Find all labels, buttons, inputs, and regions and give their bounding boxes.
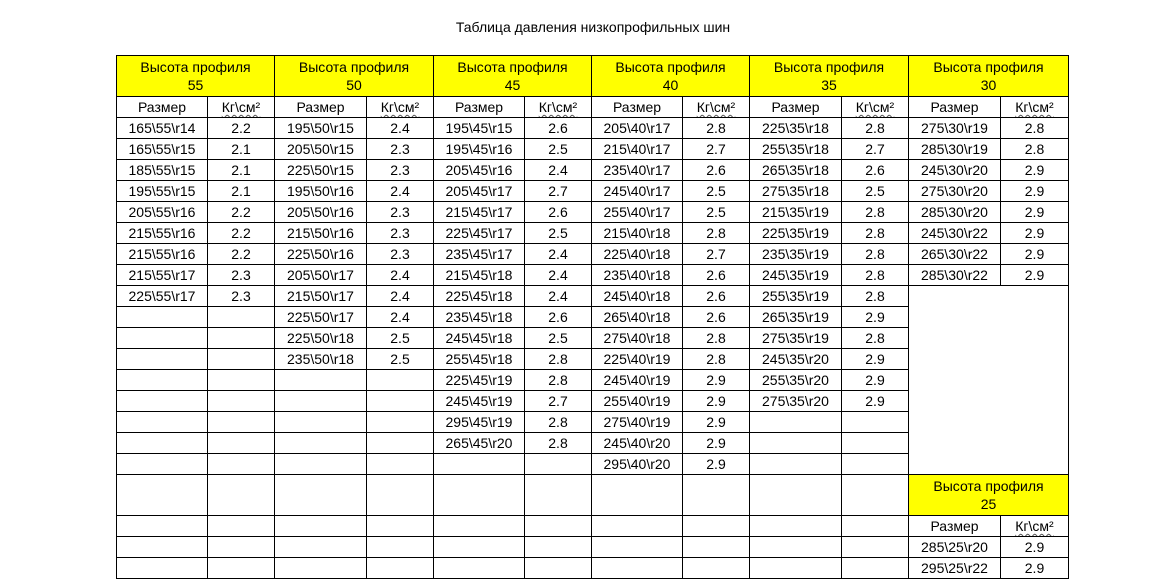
pressure-cell: 2.1 — [208, 181, 275, 202]
tire-size-cell: 215\50\r17 — [275, 286, 367, 307]
empty-cell — [525, 475, 592, 516]
tire-size-cell: 215\55\r16 — [117, 223, 208, 244]
tire-size-cell: 275\35\r19 — [750, 328, 842, 349]
empty-cell — [750, 454, 842, 475]
tire-size-cell: 275\30\r19 — [909, 118, 1001, 139]
pressure-cell: 2.1 — [208, 139, 275, 160]
table-row — [117, 244, 1069, 265]
pressure-cell: 2.4 — [367, 118, 434, 139]
tire-size-cell: 205\50\r15 — [275, 139, 367, 160]
profile-heading-value: 25 — [980, 496, 997, 512]
pressure-cell: 2.6 — [842, 160, 909, 181]
tire-size-cell: 235\35\r19 — [750, 244, 842, 265]
tire-size-cell: 215\45\r17 — [434, 202, 525, 223]
pressure-cell: 2.5 — [367, 349, 434, 370]
empty-cell — [117, 454, 208, 475]
pressure-cell: 2.8 — [842, 286, 909, 307]
empty-cell — [275, 433, 367, 454]
size-column-header: Размер — [909, 516, 1001, 537]
empty-cell — [842, 537, 909, 558]
tire-size-cell: 235\50\r18 — [275, 349, 367, 370]
pressure-cell: 2.4 — [525, 244, 592, 265]
tire-size-cell: 245\40\r17 — [592, 181, 683, 202]
table-row — [117, 286, 1069, 307]
empty-cell — [208, 349, 275, 370]
tire-size-cell: 245\40\r18 — [592, 286, 683, 307]
pressure-cell: 2.8 — [683, 118, 750, 139]
tire-size-cell: 205\40\r17 — [592, 118, 683, 139]
empty-cell — [367, 391, 434, 412]
tire-size-cell: 225\45\r19 — [434, 370, 525, 391]
pressure-cell: 2.4 — [525, 286, 592, 307]
pressure-cell: 2.8 — [1001, 139, 1069, 160]
empty-cell — [275, 516, 367, 537]
pressure-cell: 2.2 — [208, 223, 275, 244]
table-row — [117, 181, 1069, 202]
empty-cell — [117, 412, 208, 433]
empty-cell — [592, 475, 683, 516]
tire-size-cell: 215\55\r17 — [117, 265, 208, 286]
pressure-cell: 2.4 — [525, 160, 592, 181]
pressure-cell: 2.9 — [842, 370, 909, 391]
pressure-cell: 2.9 — [683, 391, 750, 412]
tire-size-cell: 255\35\r20 — [750, 370, 842, 391]
pressure-cell: 2.3 — [208, 286, 275, 307]
tire-size-cell: 215\45\r18 — [434, 265, 525, 286]
empty-cell — [434, 475, 525, 516]
tire-size-cell: 265\45\r20 — [434, 433, 525, 454]
tire-size-cell: 265\35\r18 — [750, 160, 842, 181]
empty-cell — [525, 454, 592, 475]
pressure-cell: 2.9 — [683, 433, 750, 454]
table-row — [117, 537, 1069, 558]
tire-size-cell: 225\40\r19 — [592, 349, 683, 370]
empty-cell — [842, 454, 909, 475]
empty-cell — [208, 307, 275, 328]
tire-size-cell: 195\45\r16 — [434, 139, 525, 160]
empty-cell — [683, 516, 750, 537]
tire-size-cell: 255\45\r18 — [434, 349, 525, 370]
pressure-cell: 2.9 — [1001, 537, 1069, 558]
table-row — [117, 475, 1069, 516]
empty-cell — [434, 454, 525, 475]
empty-cell — [208, 454, 275, 475]
tire-size-cell: 205\50\r17 — [275, 265, 367, 286]
profile-heading-label: Высота профиля — [615, 59, 726, 75]
pressure-cell: 2.9 — [1001, 244, 1069, 265]
unit-label: Кг\см² — [1015, 518, 1054, 534]
empty-cell — [208, 537, 275, 558]
pressure-cell: 2.9 — [842, 349, 909, 370]
tire-size-cell: 265\35\r19 — [750, 307, 842, 328]
size-column-header: Размер — [750, 97, 842, 118]
tire-size-cell: 205\45\r16 — [434, 160, 525, 181]
tire-size-cell: 235\40\r18 — [592, 265, 683, 286]
profile-heading-label: Высота профиля — [298, 59, 410, 75]
empty-cell — [592, 558, 683, 579]
empty-cell — [367, 433, 434, 454]
tire-size-cell: 295\40\r20 — [592, 454, 683, 475]
tire-size-cell: 285\25\r20 — [909, 537, 1001, 558]
empty-cell — [117, 475, 208, 516]
empty-cell — [117, 328, 208, 349]
pressure-cell: 2.9 — [842, 307, 909, 328]
tire-size-cell: 275\35\r18 — [750, 181, 842, 202]
tire-size-cell: 285\30\r19 — [909, 139, 1001, 160]
unit-label: Кг\см² — [380, 99, 420, 115]
pressure-cell: 2.2 — [208, 244, 275, 265]
pressure-cell: 2.3 — [367, 139, 434, 160]
empty-cell — [117, 516, 208, 537]
pressure-cell: 2.4 — [367, 286, 434, 307]
tire-size-cell: 195\50\r15 — [275, 118, 367, 139]
empty-cell — [367, 454, 434, 475]
profile-heading-value: 30 — [980, 77, 997, 93]
pressure-cell: 2.8 — [525, 349, 592, 370]
pressure-cell: 2.9 — [683, 370, 750, 391]
empty-cell — [434, 537, 525, 558]
pressure-cell: 2.5 — [842, 181, 909, 202]
profile-heading-value: 40 — [662, 77, 679, 93]
unit-column-header — [683, 97, 750, 118]
empty-cell — [117, 391, 208, 412]
tire-size-cell: 215\50\r16 — [275, 223, 367, 244]
pressure-cell: 2.8 — [842, 202, 909, 223]
profile-heading — [434, 56, 592, 97]
empty-cell — [750, 475, 842, 516]
empty-cell — [842, 558, 909, 579]
tire-size-cell: 215\40\r17 — [592, 139, 683, 160]
tire-size-cell: 245\40\r19 — [592, 370, 683, 391]
tire-size-cell: 275\35\r20 — [750, 391, 842, 412]
pressure-cell: 2.8 — [525, 370, 592, 391]
empty-cell — [208, 391, 275, 412]
pressure-cell: 2.8 — [683, 223, 750, 244]
empty-cell — [842, 475, 909, 516]
empty-cell — [208, 433, 275, 454]
profile-heading-label: Высота профиля — [140, 59, 251, 75]
empty-cell — [208, 516, 275, 537]
empty-cell — [275, 537, 367, 558]
empty-cell — [117, 537, 208, 558]
pressure-cell: 2.9 — [1001, 181, 1069, 202]
pressure-cell: 2.9 — [1001, 265, 1069, 286]
tire-size-cell: 215\55\r16 — [117, 244, 208, 265]
pressure-cell: 2.6 — [683, 307, 750, 328]
empty-cell — [117, 349, 208, 370]
empty-cell — [525, 537, 592, 558]
empty-cell — [275, 412, 367, 433]
unit-label: Кг\см² — [696, 99, 736, 115]
empty-cell — [117, 307, 208, 328]
tire-size-cell: 225\45\r17 — [434, 223, 525, 244]
pressure-cell: 2.5 — [525, 139, 592, 160]
pressure-cell: 2.3 — [367, 160, 434, 181]
tire-size-cell: 245\40\r20 — [592, 433, 683, 454]
empty-cell — [683, 475, 750, 516]
tire-size-cell: 225\50\r16 — [275, 244, 367, 265]
tire-size-cell: 255\35\r18 — [750, 139, 842, 160]
tire-size-cell: 265\30\r22 — [909, 244, 1001, 265]
pressure-cell: 2.6 — [525, 118, 592, 139]
profile-heading-label: Высота профиля — [773, 59, 885, 75]
blank-area — [909, 286, 1069, 475]
empty-cell — [367, 370, 434, 391]
pressure-cell: 2.7 — [683, 244, 750, 265]
tire-size-cell: 245\35\r20 — [750, 349, 842, 370]
empty-cell — [275, 391, 367, 412]
empty-cell — [275, 370, 367, 391]
pressure-cell: 2.5 — [683, 181, 750, 202]
empty-cell — [525, 558, 592, 579]
pressure-cell: 2.6 — [683, 286, 750, 307]
table-row — [117, 139, 1069, 160]
tire-size-cell: 225\35\r19 — [750, 223, 842, 244]
empty-cell — [367, 516, 434, 537]
unit-column-header — [208, 97, 275, 118]
profile-heading-label: Высота профиля — [933, 478, 1044, 494]
pressure-cell: 2.8 — [842, 265, 909, 286]
tire-size-cell: 275\40\r18 — [592, 328, 683, 349]
pressure-cell: 2.5 — [367, 328, 434, 349]
pressure-cell: 2.8 — [525, 433, 592, 454]
table-row — [117, 516, 1069, 537]
empty-cell — [842, 412, 909, 433]
empty-cell — [208, 412, 275, 433]
pressure-cell: 2.3 — [367, 202, 434, 223]
empty-cell — [367, 537, 434, 558]
tire-size-cell: 185\55\r15 — [117, 160, 208, 181]
tire-size-cell: 195\55\r15 — [117, 181, 208, 202]
tire-size-cell: 255\40\r17 — [592, 202, 683, 223]
tire-size-cell: 235\45\r17 — [434, 244, 525, 265]
unit-label: Кг\см² — [538, 99, 578, 115]
tire-size-cell: 245\45\r18 — [434, 328, 525, 349]
empty-cell — [367, 412, 434, 433]
empty-cell — [208, 370, 275, 391]
pressure-table — [116, 55, 1069, 579]
empty-cell — [275, 475, 367, 516]
pressure-cell: 2.5 — [525, 328, 592, 349]
table-row — [117, 97, 1069, 118]
tire-size-cell: 165\55\r15 — [117, 139, 208, 160]
pressure-cell: 2.8 — [842, 328, 909, 349]
pressure-cell: 2.4 — [367, 181, 434, 202]
profile-heading — [275, 56, 434, 97]
empty-cell — [434, 516, 525, 537]
pressure-cell: 2.3 — [367, 244, 434, 265]
tire-size-cell: 225\50\r18 — [275, 328, 367, 349]
pressure-cell: 2.9 — [1001, 160, 1069, 181]
empty-cell — [842, 516, 909, 537]
tire-size-cell: 215\35\r19 — [750, 202, 842, 223]
tire-size-cell: 255\35\r19 — [750, 286, 842, 307]
pressure-cell: 2.7 — [683, 139, 750, 160]
profile-heading-value: 45 — [504, 77, 521, 93]
size-column-header: Размер — [434, 97, 525, 118]
pressure-cell: 2.9 — [683, 412, 750, 433]
table-row — [117, 223, 1069, 244]
tire-size-cell: 225\50\r15 — [275, 160, 367, 181]
tire-size-cell: 245\35\r19 — [750, 265, 842, 286]
tire-size-cell: 225\45\r18 — [434, 286, 525, 307]
table-row — [117, 56, 1069, 97]
tire-size-cell: 235\45\r18 — [434, 307, 525, 328]
empty-cell — [750, 516, 842, 537]
tire-size-cell: 215\40\r18 — [592, 223, 683, 244]
empty-cell — [208, 328, 275, 349]
pressure-cell: 2.8 — [842, 244, 909, 265]
tire-size-cell: 265\40\r18 — [592, 307, 683, 328]
pressure-cell: 2.8 — [683, 349, 750, 370]
tire-size-cell: 225\35\r18 — [750, 118, 842, 139]
pressure-cell: 2.3 — [367, 223, 434, 244]
tire-size-cell: 225\55\r17 — [117, 286, 208, 307]
empty-cell — [750, 433, 842, 454]
unit-label: Кг\см² — [1015, 99, 1054, 115]
profile-heading-value: 55 — [187, 77, 204, 93]
size-column-header: Размер — [909, 97, 1001, 118]
pressure-cell: 2.7 — [525, 391, 592, 412]
empty-cell — [750, 558, 842, 579]
tire-size-cell: 165\55\r14 — [117, 118, 208, 139]
empty-cell — [592, 516, 683, 537]
tire-size-cell: 245\30\r22 — [909, 223, 1001, 244]
tire-size-cell: 245\45\r19 — [434, 391, 525, 412]
empty-cell — [842, 433, 909, 454]
profile-heading — [750, 56, 909, 97]
pressure-cell: 2.8 — [842, 223, 909, 244]
profile-heading — [117, 56, 275, 97]
tire-size-cell: 225\50\r17 — [275, 307, 367, 328]
table-row — [117, 265, 1069, 286]
empty-cell — [750, 537, 842, 558]
pressure-cell: 2.6 — [683, 265, 750, 286]
tire-size-cell: 195\50\r16 — [275, 181, 367, 202]
table-row — [117, 118, 1069, 139]
size-column-header: Размер — [592, 97, 683, 118]
pressure-cell: 2.9 — [1001, 558, 1069, 579]
pressure-cell: 2.4 — [367, 265, 434, 286]
table-row — [117, 160, 1069, 181]
tire-size-cell: 195\45\r15 — [434, 118, 525, 139]
unit-label: Кг\см² — [221, 99, 261, 115]
empty-cell — [275, 454, 367, 475]
profile-heading-label: Высота профиля — [933, 59, 1044, 75]
empty-cell — [117, 370, 208, 391]
tire-size-cell: 285\30\r22 — [909, 265, 1001, 286]
tire-size-cell: 275\40\r19 — [592, 412, 683, 433]
unit-column-header — [367, 97, 434, 118]
pressure-cell: 2.1 — [208, 160, 275, 181]
table-row — [117, 558, 1069, 579]
unit-column-header — [842, 97, 909, 118]
pressure-cell: 2.4 — [367, 307, 434, 328]
empty-cell — [683, 558, 750, 579]
tire-size-cell: 235\40\r17 — [592, 160, 683, 181]
empty-cell — [208, 558, 275, 579]
tire-size-cell: 255\40\r19 — [592, 391, 683, 412]
pressure-cell: 2.9 — [683, 454, 750, 475]
empty-cell — [434, 558, 525, 579]
tire-size-cell: 205\50\r16 — [275, 202, 367, 223]
profile-heading-label: Высота профиля — [457, 59, 568, 75]
pressure-cell: 2.8 — [842, 118, 909, 139]
pressure-cell: 2.4 — [525, 265, 592, 286]
pressure-cell: 2.8 — [1001, 118, 1069, 139]
pressure-cell: 2.5 — [683, 202, 750, 223]
tire-size-cell: 295\45\r19 — [434, 412, 525, 433]
tire-size-cell: 205\55\r16 — [117, 202, 208, 223]
unit-column-header — [1001, 516, 1069, 537]
size-column-header: Размер — [117, 97, 208, 118]
table-row — [117, 202, 1069, 223]
pressure-cell: 2.8 — [525, 412, 592, 433]
tire-size-cell: 205\45\r17 — [434, 181, 525, 202]
pressure-cell: 2.5 — [525, 223, 592, 244]
size-column-header: Размер — [275, 97, 367, 118]
tire-size-cell: 245\30\r20 — [909, 160, 1001, 181]
tire-size-cell: 285\30\r20 — [909, 202, 1001, 223]
empty-cell — [525, 516, 592, 537]
pressure-cell: 2.9 — [1001, 202, 1069, 223]
profile-heading — [592, 56, 750, 97]
profile-heading-value: 35 — [821, 77, 837, 93]
page-title: Таблица давления низкопрофильных шин — [455, 19, 731, 35]
pressure-cell: 2.6 — [525, 307, 592, 328]
pressure-cell: 2.9 — [842, 391, 909, 412]
tire-size-cell: 295\25\r22 — [909, 558, 1001, 579]
tire-size-cell: 225\40\r18 — [592, 244, 683, 265]
tire-size-cell: 275\30\r20 — [909, 181, 1001, 202]
pressure-cell: 2.3 — [208, 265, 275, 286]
profile-heading — [909, 56, 1069, 97]
pressure-cell: 2.8 — [683, 328, 750, 349]
unit-column-header — [1001, 97, 1069, 118]
pressure-cell: 2.2 — [208, 118, 275, 139]
empty-cell — [117, 558, 208, 579]
unit-column-header — [525, 97, 592, 118]
pressure-cell: 2.7 — [842, 139, 909, 160]
unit-label: Кг\см² — [855, 99, 895, 115]
empty-cell — [750, 412, 842, 433]
empty-cell — [683, 537, 750, 558]
empty-cell — [367, 475, 434, 516]
profile-heading-value: 50 — [346, 77, 362, 93]
profile-heading — [909, 475, 1069, 516]
empty-cell — [208, 475, 275, 516]
pressure-cell: 2.9 — [1001, 223, 1069, 244]
pressure-cell: 2.2 — [208, 202, 275, 223]
empty-cell — [592, 537, 683, 558]
pressure-cell: 2.6 — [683, 160, 750, 181]
pressure-cell: 2.6 — [525, 202, 592, 223]
empty-cell — [275, 558, 367, 579]
empty-cell — [367, 558, 434, 579]
pressure-cell: 2.7 — [525, 181, 592, 202]
empty-cell — [117, 433, 208, 454]
